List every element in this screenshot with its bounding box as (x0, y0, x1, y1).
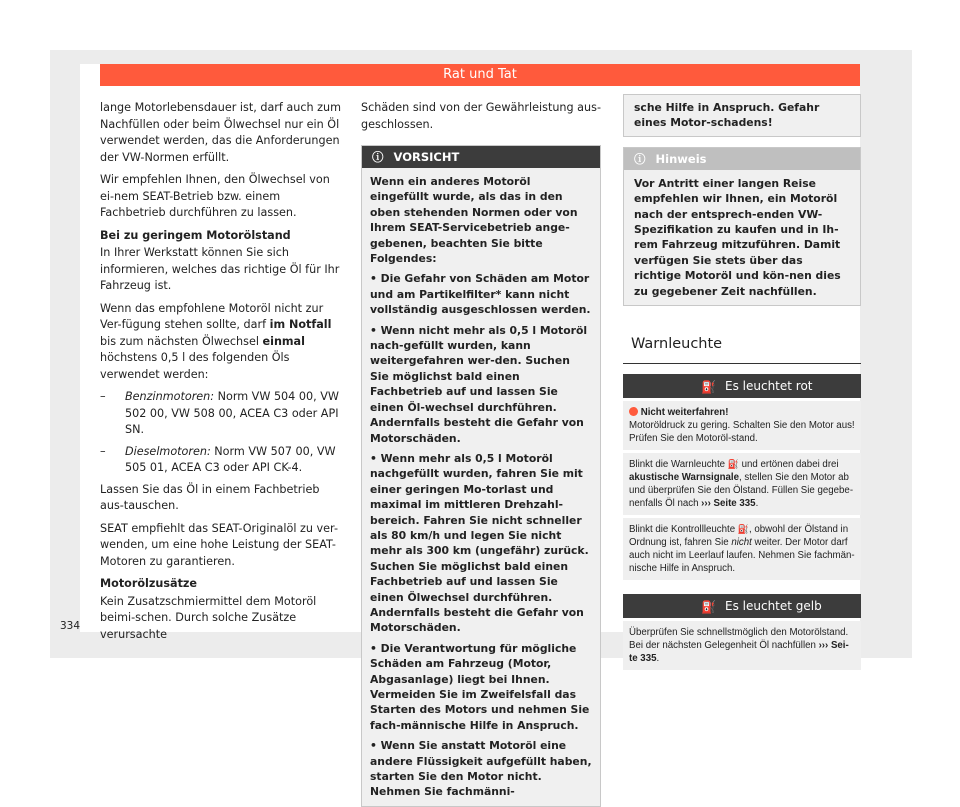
oil-can-icon: ⛽ (701, 599, 716, 614)
paragraph: Lassen Sie das Öl in einem Fachbetrieb aus-tauschen. (100, 482, 320, 512)
paragraph: Wenn das empfohlene Motoröl nicht zur Ver-fügung stehen sollte, darf im Notfall bis zum nächsten Ölwechsel einmal höchstens 0,5 l des folgenden Öls verwendet werden: (100, 301, 332, 381)
list-item: – Benzinmotoren: Norm VW 504 00, VW 502 00, VW 508 00, ACEA C3 oder API SN. (100, 390, 339, 436)
page-number: 334 (60, 620, 81, 632)
chapter-header: Rat und Tat (100, 64, 860, 86)
lamp-red-header: ⛽ Es leuchtet rot (623, 374, 861, 398)
page-reference-link[interactable]: ››› Seite 335 (701, 497, 756, 509)
paragraph: Wir empfehlen Ihnen, den Ölwechsel von ei-nem SEAT-Betrieb bzw. einem Fachbetrieb durchführen zu lassen. (100, 173, 330, 219)
section-title: Warnleuchte (631, 336, 723, 353)
oil-can-icon: ⛽ (727, 458, 739, 469)
warning-bullet: • Die Verantwortung für mögliche Schäden am Fahrzeug (Motor, Abgasanlage) liegt bei Ihnen. Vermeiden Sie im Zweifelsfall das Starten des Motors und nehmen Sie fach-männische Hilfe in Anspruch. (370, 641, 590, 732)
paragraph: Kein Zusatzschmiermittel dem Motoröl beimi-schen. Durch solche Zusätze verursachte (100, 594, 317, 641)
hint-title: Hinweis (655, 151, 707, 166)
lamp-red-cell-1: Nicht weiterfahren! Motoröldruck zu gering. Schalten Sie den Motor aus! Prüfen Sie den Motoröl-stand. (623, 401, 861, 450)
paragraph: SEAT empfiehlt das SEAT-Originalöl zu ver-wenden, um eine hohe Leistung der SEAT-Motoren zu garantieren. (100, 521, 338, 568)
hint-body: Vor Antritt einer langen Reise empfehlen wir Ihnen, ein Motoröl nach der entsprech-enden VW-Spezifikation zu kaufen und in Ih-rem Fahrzeug mitzuführen. Damit verfügen Sie stets über das richtige Motoröl und kön-nen dies zu gegebener Zeit nachfüllen. (634, 176, 841, 298)
info-icon: ⓘ (634, 151, 646, 166)
info-icon: ⓘ (372, 150, 384, 164)
hint-box (623, 147, 861, 306)
subheading: Motorölzusätze (100, 577, 198, 590)
warning-bullet: • Wenn Sie anstatt Motoröl eine andere Flüssigkeit aufgefüllt haben, starten Sie den Motor nicht. Nehmen Sie fachmänni- (370, 739, 592, 799)
lamp-yellow-header: ⛽ Es leuchtet gelb (623, 594, 861, 618)
paragraph: lange Motorlebensdauer ist, darf auch zum Nachfüllen oder beim Ölwechsel nur ein Öl verwendet werden, das die Anforderungen der VW-Normen erfüllt. (100, 101, 341, 164)
warning-title: VORSICHT (393, 150, 460, 164)
divider (623, 363, 861, 364)
column-right (623, 100, 861, 670)
page-reference-link[interactable]: ››› Sei-te 335 (629, 639, 849, 664)
paragraph: In Ihrer Werkstatt können Sie sich informieren, welches das richtige Öl für Ihr Fahrzeug ist. (100, 246, 340, 292)
list-item: – Dieselmotoren: Norm VW 507 00, VW 505 01, ACEA C3 oder API CK-4. (100, 444, 336, 474)
warning-bullet: • Wenn nicht mehr als 0,5 l Motoröl nach-gefüllt wurden, kann weitergefahren wer-den. Suchen Sie möglichst bald einen Fachbetrieb auf und lassen Sie einen Öl-wechsel durchführen. Andernfalls besteht die Gefahr von Motorschäden. (370, 323, 588, 445)
paragraph: Schäden sind von der Gewährleistung aus-geschlossen. (361, 101, 601, 131)
hint-header (624, 148, 860, 170)
oil-can-icon: ⛽ (701, 379, 716, 394)
lamp-red-cell-2: Blinkt die Warnleuchte ⛽ und ertönen dabei drei akustische Warnsignale, stellen Sie den Motor ab und überprüfen Sie den Ölstand. Füllen Sie gegebe-nenfalls Öl nach ››› Seite 335. (623, 453, 861, 515)
oil-can-icon: ⛽ (737, 523, 749, 534)
warning-body: Wenn ein anderes Motoröl eingefüllt wurde, als das in den oben stehenden Normen oder von Ihrem SEAT-Servicebetrieb ange-gebenen, beachten Sie bitte Folgendes: • Die Gefahr von Schäden am Motor und am Partikelfilter* kann nicht vollständig ausgeschlossen werden. • Wenn nicht mehr als 0,5 l Motoröl nach-gefüllt wurden, kann weitergefahren wer-den. Suchen Sie möglichst bald einen Fachbetrieb auf und lassen Sie einen Öl-wechsel durchführen. Andernfalls besteht die Gefahr von Motorschäden. • Wenn mehr als 0,5 l Motoröl nachgefüllt wurden, fahren Sie mit einer geringen Mo-torlast und maximal im mittleren Drehzahl-bereich. Fahren Sie nicht schneller als 80 km/h und legen Sie nicht mehr als 300 km (ungefähr) zurück. Suchen Sie möglichst bald einen Fachbetrieb auf und lassen Sie einen Ölwechsel durchführen. Andernfalls besteht die Gefahr von Motorschäden. • Die Verantwortung für mögliche Schäden am Fahrzeug (Motor, Abgasanlage) liegt bei Ihnen. Vermeiden Sie im Zweifelsfall das Starten des Motors und nehmen Sie fach-männische Hilfe in Anspruch. • Wenn Sie anstatt Motoröl eine andere Flüssigkeit aufgefüllt haben, starten Sie den Motor nicht. Nehmen Sie fachmänni- (370, 175, 592, 799)
warning-bullet: • Wenn mehr als 0,5 l Motoröl nachgefüllt wurden, fahren Sie mit einer geringen Mo-torlast und maximal im mittleren Drehzahl-bereich. Fahren Sie nicht schneller als 80 km/h und legen Sie nicht mehr als 300 km (ungefähr) zurück. Suchen Sie möglichst bald einen Fachbetrieb auf und lassen Sie einen Ölwechsel durchführen. Andernfalls besteht die Gefahr von Motorschäden. (370, 451, 589, 635)
warning-bullet: • Die Gefahr von Schäden am Motor und am Partikelfilter* kann nicht vollständig ausgeschlossen werden. (370, 272, 591, 317)
manual-page (60, 64, 860, 799)
stop-icon (629, 407, 638, 416)
lamp-yellow-cell: Überprüfen Sie schnellstmöglich den Motorölstand. Bei der nächsten Gelegenheit Öl nachfüllen ››› Sei-te 335. (623, 621, 861, 670)
column-left (100, 100, 342, 649)
column-middle (361, 100, 601, 807)
subheading: Bei zu geringem Motorölstand (100, 228, 291, 242)
warning-continuation: sche Hilfe in Anspruch. Gefahr eines Motor-schadens! (623, 94, 861, 137)
lamp-red-cell-3: Blinkt die Kontrollleuchte ⛽, obwohl der Ölstand in Ordnung ist, fahren Sie nicht weiter. Der Motor darf auch nicht im Leerlauf laufen. Nehmen Sie fachmän-nische Hilfe in Anspruch. (623, 518, 861, 580)
warning-header (362, 146, 600, 168)
